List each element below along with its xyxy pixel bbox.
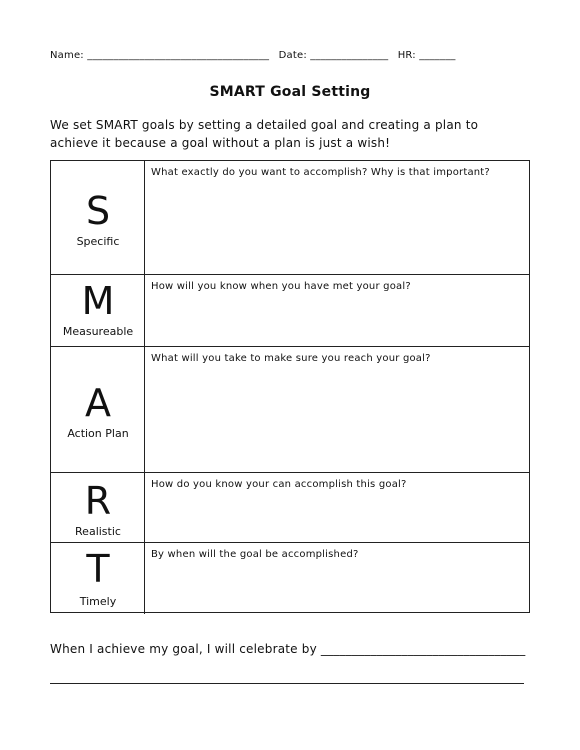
row-specific xyxy=(51,161,529,274)
name-field: Name: ___________________________________ xyxy=(50,50,270,61)
word-measureable: Measureable xyxy=(62,325,134,338)
letter-cell xyxy=(51,347,145,472)
prompt-realistic: How do you know your can accomplish this goal? xyxy=(151,479,407,490)
smart-table xyxy=(50,160,530,613)
letter-cell xyxy=(51,473,145,542)
row-action-plan xyxy=(51,346,529,472)
row-realistic xyxy=(51,472,529,542)
word-realistic: Realistic xyxy=(75,525,121,538)
intro-text: We set SMART goals by setting a detailed goal and creating a plan to achieve it because a goal without a plan is just a wish! xyxy=(50,118,479,150)
date-field: Date: _______________ xyxy=(278,50,389,61)
letter-r: R xyxy=(84,479,112,523)
blank-answer-line xyxy=(50,682,524,684)
celebrate-line: When I achieve my goal, I will celebrate by _________________________________ xyxy=(50,642,526,656)
prompt-action-plan: What will you take to make sure you reach your goal? xyxy=(151,353,431,364)
word-timely: Timely xyxy=(79,595,117,608)
page-title: SMART Goal Setting xyxy=(209,84,371,100)
letter-cell xyxy=(51,161,145,274)
row-measureable xyxy=(51,274,529,346)
letter-t: T xyxy=(86,547,110,591)
prompt-timely: By when will the goal be accomplished? xyxy=(151,549,359,560)
prompt-specific: What exactly do you want to accomplish? Why is that important? xyxy=(151,167,490,178)
prompt-measureable: How will you know when you have met your goal? xyxy=(151,281,411,292)
letter-m: M xyxy=(81,279,115,323)
letter-cell xyxy=(51,543,145,614)
letter-s: S xyxy=(85,189,111,233)
hr-field: HR: _______ xyxy=(397,50,456,61)
letter-a: A xyxy=(85,381,111,425)
row-timely xyxy=(51,542,529,614)
word-action-plan: Action Plan xyxy=(67,427,129,440)
header-line xyxy=(50,50,530,68)
word-specific: Specific xyxy=(76,235,120,248)
letter-cell xyxy=(51,275,145,346)
